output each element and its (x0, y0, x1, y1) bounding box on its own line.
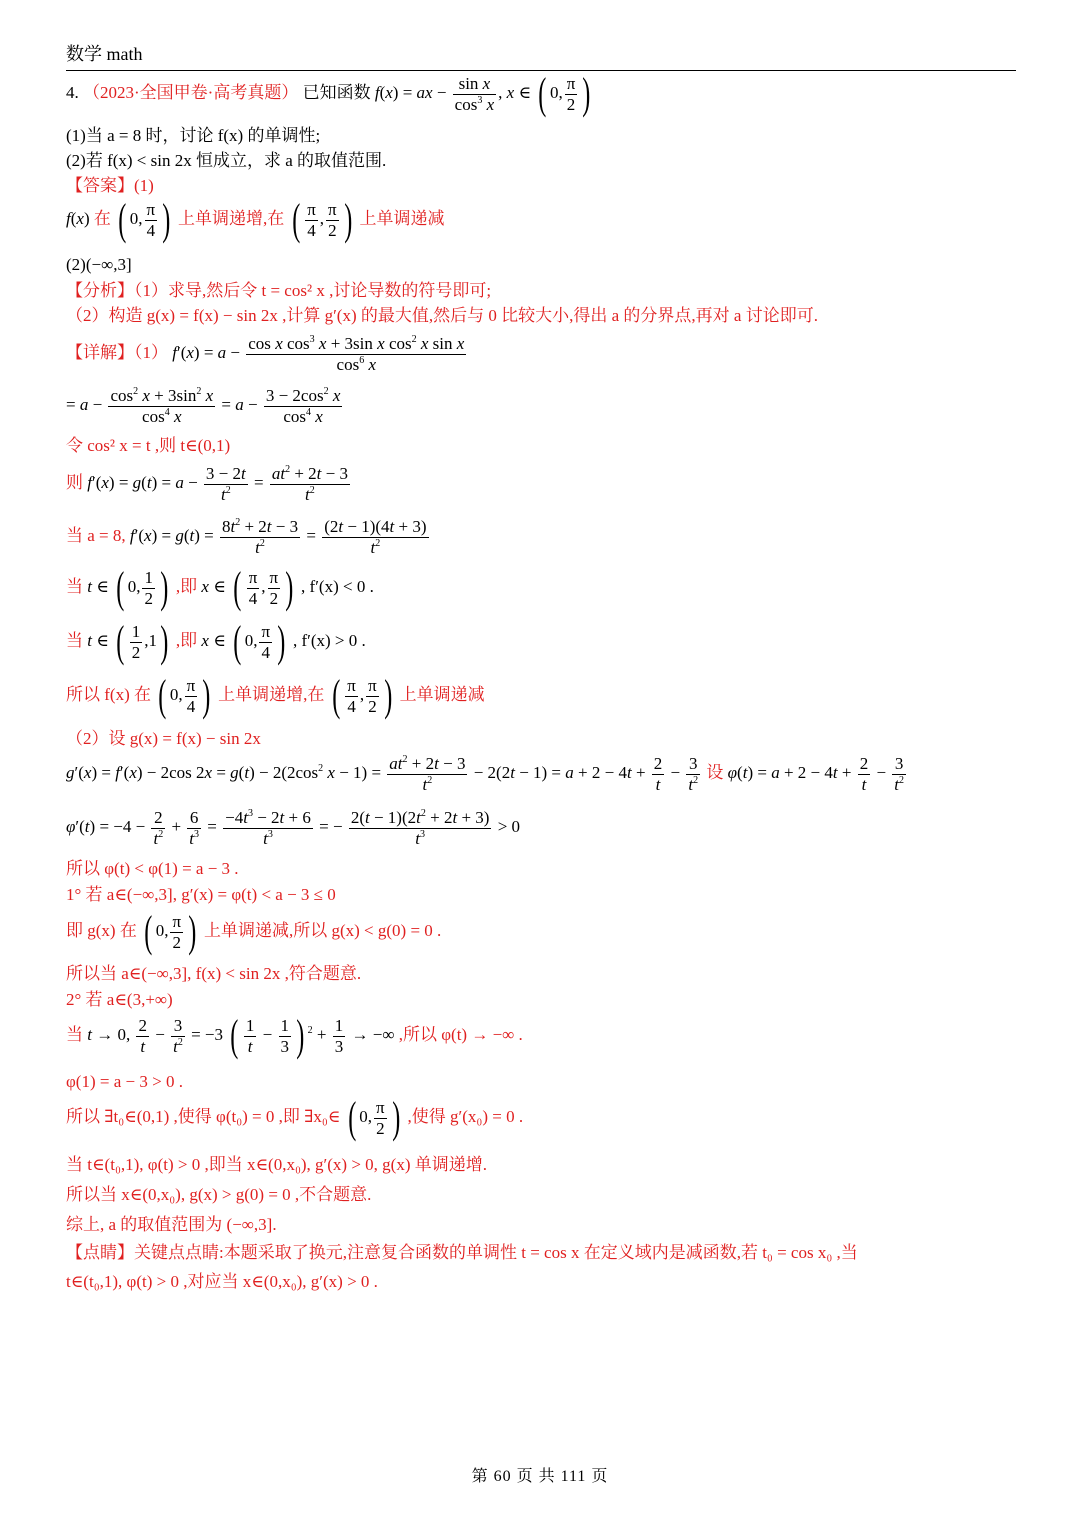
case1-decreasing: 上单调递减,所以 g(x) < g(0) = 0 . (203, 920, 442, 940)
problem-stem: 4. （2023·全国甲卷·高考真题） 已知函数 f(x) = ax − $\frac{\text{sin x}}{\cos^3 x}$ , x ∈ ( 0, $\frac{\pi}{2}$ ) (66, 69, 591, 119)
detail-interval-1: 当 t ∈ ( 0, $\frac{1}{2}$ ) ,即 x ∈ ( $\frac{\pi}{4}$ , $\frac{\pi}{2}$ ) , f′(x) < 0 . (66, 563, 374, 613)
comment-line-1 (66, 1243, 858, 1263)
detail-phi-prime: φ′(t) = −4 − $\frac{2}{t^2}$ + $\frac{6}{t^3}$ = $\frac{-4t^3 - 2t + 6}{t^3}$ = − $\frac{2(t - 1)(2t^2 + 2t + 3)}{t^3}$ > 0 (66, 808, 521, 848)
set-phi-label: 设 (706, 762, 724, 782)
analysis-text-1: （1）求导,然后令 t = cos² x ,讨论导数的符号即可; (134, 281, 492, 300)
page-number: 第 60 页 共 111 页 (471, 1468, 609, 1485)
detail-case-1-conclusion: 所以当 a∈(−∞,3], f(x) < sin 2x ,符合题意. (66, 964, 362, 983)
detail-phi1: φ(1) = a − 3 > 0 . (66, 1072, 183, 1091)
answer-increasing-text: 上单调递增,在 (178, 208, 285, 228)
page-footer (0, 1463, 1080, 1486)
detail-case-1-mono: 即 g(x) 在 ( 0, $\frac{\pi}{2}$ ) 上单调递减,所以 g(x) < g(0) = 0 . (66, 907, 442, 957)
case1-g-label: 即 g(x) 在 (66, 920, 137, 940)
question-2: (2)若 f(x) < sin 2x 恒成立，求 a 的取值范围. (66, 151, 387, 170)
derivative-positive: , f′(x) > 0 . (292, 630, 366, 650)
detail-part2-set: （2）设 g(x) = f(x) − sin 2x (66, 729, 261, 748)
analysis-line-2: （2）构造 g(x) = f(x) − sin 2x ,计算 g′(x) 的最大值,然后与 0 比较大小,得出 a 的分界点,再对 a 讨论即可. (66, 306, 818, 325)
decreasing-label: 上单调递减 (399, 684, 485, 704)
exist-text-2: ,使得 g′(x₀) = 0 . (407, 1106, 524, 1126)
detail-label: 【详解】（1） (66, 342, 168, 362)
problem-source: （2023·全国甲卷·高考真题） (83, 82, 299, 102)
detail-gt: 则 f′(x) = g(t) = a − $\frac{3 - 2t}{t^2}$ = $\frac{at^2 + 2t - 3}{t^2}$ (66, 464, 348, 504)
detail-derivative: 【详解】（1） f′(x) = a − $\frac{\cos x \cos^3 x + 3\sin x \cos^2 x \sin x}{\cos^6 x}$ (66, 334, 465, 374)
when-a8-label: 当 a = 8, (66, 525, 126, 545)
then-label: 则 (66, 472, 83, 492)
so-f-label: 所以 f(x) 在 (66, 684, 151, 704)
comment-text-1: 关键点点睛:本题采取了换元,注意复合函数的单调性 t = cos x 在定义域内是减函数,若 t₀ = cos x₀ ,当 (134, 1243, 858, 1262)
comment-label: 【点睛】 (66, 1243, 134, 1262)
answer-part2: (2)(−∞,3] (66, 255, 132, 274)
answer-label: 【答案】(1) (66, 176, 154, 195)
detail-exist: 所以 ∃t₀∈(0,1) ,使得 φ(t₀) = 0 ,即 ∃x₀∈ ( 0, $\frac{\pi}{2}$ ) ,使得 g′(x₀) = 0 . (66, 1093, 524, 1143)
comment-line-2: t∈(t₀,1), φ(t) > 0 ,对应当 x∈(0,x₀), g′(x) > 0 . (66, 1272, 378, 1291)
detail-monotonic-2: 当 t∈(t₀,1), φ(t) > 0 ,即当 x∈(0,x₀), g′(x) > 0, g(x) 单调递增. (66, 1155, 488, 1174)
detail-gprime: g′(x) = f′(x) − 2cos $2x = g(t) - 2(2\cos^2$ x − 1) = $\frac{at^2 + 2t - 3}{t^2}$ − 2(2t − 1) = a + 2 − 4t + $\frac{2}{t}$ − $\frac{3}{t^2}$ 设 φ(t) = a + 2 − 4t + $\frac{2}{t}$ − $\frac{3}{t^2}$ (66, 754, 905, 794)
detail-case-2: 2° 若 a∈(3,+∞) (66, 990, 173, 1009)
limit-tail: ,所以 φ(t) → −∞ . (398, 1024, 523, 1044)
when-label-3: 当 (66, 1024, 83, 1044)
detail-phi-max: 所以 φ(t) < φ(1) = a − 3 . (66, 859, 239, 878)
detail-a8: 当 a = 8, f′(x) = g(t) = $\frac{8t^2 + 2t - 3}{t^2}$ = $\frac{(2t - 1)(4t + 3)}{t^2}$ (66, 517, 427, 557)
detail-case-1: 1° 若 a∈(−∞,3], g′(x) = φ(t) < a − 3 ≤ 0 (66, 885, 336, 904)
problem-number: 4. (66, 82, 79, 102)
detail-contradiction: 所以当 x∈(0,x₀), g(x) > g(0) = 0 ,不合题意. (66, 1185, 372, 1204)
detail-interval-2: 当 t ∈ ( $\frac{1}{2}$ ,1) ,即 x ∈ ( 0, $\frac{\pi}{4}$ ) , f′(x) > 0 . (66, 617, 366, 667)
when-label-2: 当 (66, 630, 83, 650)
derivative-negative: , f′(x) < 0 . (301, 576, 374, 596)
detail-limit: 当 t → 0, $\frac{2}{t}$ − $\frac{3}{t^2}$ = −3 ( $\frac{1}{t}$ − $\frac{1}{3}$ ) $^2$ + $\frac{1}{3}$ → −∞ ,所以 φ(t) → −∞ . (66, 1011, 523, 1061)
exist-text: 所以 ∃t₀∈(0,1) ,使得 φ(t₀) = 0 ,即 ∃x₀∈ (66, 1106, 341, 1126)
analysis-line-1 (66, 281, 491, 301)
when-label: 当 (66, 576, 83, 596)
answer-decreasing-text: 上单调递减 (359, 208, 445, 228)
detail-simplify: = a − $\frac{\cos^2 x + 3\sin^2 x}{\cos^4 x}$ = a − $\frac{3 - 2\cos^2 x}{\cos^4 x}$ (66, 386, 341, 426)
header-title: 数学 math (66, 44, 143, 64)
answer-part1: f(x) 在 ( 0, $\frac{\pi}{4}$ ) 上单调递增,在 ( $\frac{\pi}{4}$ , $\frac{\pi}{2}$ ) 上单调递减 (66, 195, 445, 245)
ie-label-2: ,即 (175, 630, 198, 650)
increasing-label: 上单调递增,在 (218, 684, 325, 704)
detail-let-t: 令 cos² x = t ,则 t∈(0,1) (66, 436, 231, 455)
question-1: (1)当 a = 8 时，讨论 f(x) 的单调性; (66, 126, 321, 145)
analysis-label: 【分析】 (66, 281, 134, 300)
page-header (66, 40, 1016, 71)
problem-stem-lead: 已知函数 (302, 82, 371, 102)
ie-label: ,即 (175, 576, 198, 596)
detail-monotonic: 所以 f(x) 在 ( 0, $\frac{\pi}{4}$ ) 上单调递增,在 ( $\frac{\pi}{4}$ , $\frac{\pi}{2}$ ) 上单调递减 (66, 671, 485, 721)
detail-conclusion: 综上, a 的取值范围为 (−∞,3]. (66, 1215, 277, 1234)
